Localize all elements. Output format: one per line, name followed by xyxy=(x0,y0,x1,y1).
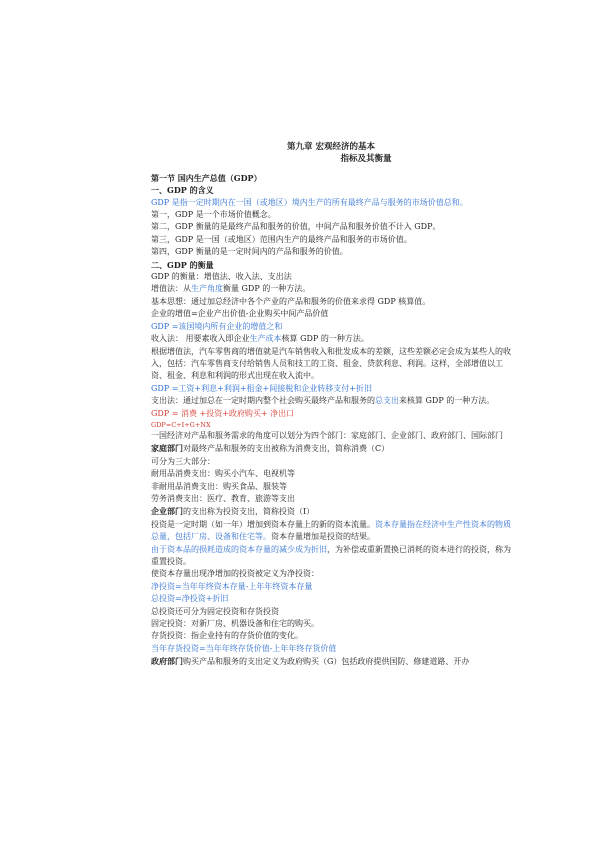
point-4: 第四，GDP 衡量的是一定时间内的产品和服务的价值。 xyxy=(151,247,348,257)
three-parts: 可分为三大部分： xyxy=(151,456,215,466)
bold-term: 政府部门 xyxy=(151,656,183,667)
text: 对最终产品和服务的支出被称为消费支出，简称消费（C） xyxy=(183,444,390,454)
gdp-symbol-formula: GDP=C+I+G+NX xyxy=(151,420,211,429)
point-1: 第一，GDP 是一个市场价值概念。 xyxy=(151,210,276,220)
highlight: 总支出 xyxy=(375,396,399,406)
bold-term: 家庭部门 xyxy=(151,443,183,454)
point-2: 第二，GDP 衡量的是最终产品和服务的价值，中间产品和服务价值不计入 GDP。 xyxy=(151,222,441,232)
chapter-subtitle: 指标及其衡量 xyxy=(340,154,392,165)
subsection-heading-2: 二、GDP 的衡量 xyxy=(151,259,214,270)
business-sector xyxy=(151,505,511,518)
section-heading: 第一节 国内生产总值（GDP） xyxy=(151,172,262,183)
text: 的支出称为投资支出，简称投资（I） xyxy=(183,507,315,517)
net-investment-def: 使资本存量出现净增加的投资被定义为净投资： xyxy=(151,569,319,579)
inventory-investment: 存货投资：指企业持有的存货价值的变化。 xyxy=(151,631,303,641)
inventory-formula: 当年存货投资=当年年终存货价值-上年年终存货价值 xyxy=(151,643,337,653)
income-method xyxy=(151,333,511,345)
highlight: 由于资本品的损耗造成的资本存量的减少成为折旧 xyxy=(151,544,327,554)
basic-idea: 基本思想：通过加总经济中各个产业的产品和服务的价值来求得 GDP 核算值。 xyxy=(151,296,431,306)
text: ，为补偿或重新置换已消耗的资本进行的投资，称为重置投资。 xyxy=(151,544,511,566)
document-body xyxy=(151,141,511,669)
text: 支出法：通过加总在一定时期内整个社会购买最终产品和服务的 xyxy=(151,396,375,406)
depreciation xyxy=(151,544,511,569)
government-sector xyxy=(151,655,511,668)
text: 增值法：从 xyxy=(151,284,191,294)
gdp-definition: GDP 是指一定时期内在一国（或地区）境内生产的所有最终产品与服务的市场价值总和。 xyxy=(151,197,468,207)
investment-definition xyxy=(151,519,511,544)
value-added-method xyxy=(151,283,511,295)
gdp-expenditure-formula: GDP = 消费 +投资+政府购买+ 净出口 xyxy=(151,408,295,418)
text: 购买产品和服务的支出定义为政府购买（G）包括政府提供国防、修建道路、开办 xyxy=(183,657,470,667)
services: 劳务消费支出：医疗、教育、旅游等支出 xyxy=(151,493,295,503)
net-investment-formula: 净投资=当年年终资本存量-上年年终资本存量 xyxy=(151,581,313,591)
highlight: 资本存量指在经济中生产性资本的物质总量，包括厂房、设备和住宅等。 xyxy=(151,519,511,542)
durable-goods: 耐用品消费支出：购买小汽车、电视机等 xyxy=(151,469,295,479)
gross-investment-formula: 总投资=净投资+折旧 xyxy=(151,594,229,604)
highlight: 生产角度 xyxy=(191,284,223,294)
subsection-heading-1: 一、GDP 的含义 xyxy=(151,185,214,196)
gdp-value-added-sum: GDP =该国境内所有企业的增值之和 xyxy=(151,321,283,331)
value-added-formula: 企业的增值=企业产出价值-企业购买中间产品价值 xyxy=(151,309,329,319)
highlight: 生产成本 xyxy=(249,334,282,344)
point-3: 第三，GDP 是一国（或地区）范围内生产的最终产品和服务的市场价值。 xyxy=(151,234,412,244)
fixed-investment: 固定投资：对新厂房、机器设备和住宅的购买。 xyxy=(151,619,319,629)
investment-split: 总投资还可分为固定投资和存货投资 xyxy=(151,606,279,616)
household-sector xyxy=(151,442,511,455)
expenditure-method xyxy=(151,395,511,407)
bold-term: 企业部门 xyxy=(151,506,183,517)
four-sectors: 一国经济对产品和服务需求的角度可以划分为四个部门：家庭部门、企业部门、政府部门、国际部门 xyxy=(151,430,503,440)
text: 核算 GDP 的一种方法。 xyxy=(281,334,369,344)
text: 资本存量增加是投资的结果。 xyxy=(271,532,375,542)
text: 投资是一定时期（如一年）增加到资本存量上的新的资本流量。 xyxy=(151,519,375,529)
chapter-title: 第九章 宏观经济的基本 xyxy=(287,142,375,152)
gdp-income-formula: GDP =工资+利息+利润+租金+间接税和企业转移支付+折旧 xyxy=(151,383,372,393)
text: 收入法： 用要素收入即企业 xyxy=(151,334,250,344)
nondurable-goods: 非耐用品消费支出：购买食品、服装等 xyxy=(151,481,287,491)
income-explanation: 根据增值法，汽车零售商的增值就是汽车销售收入和批发成本的差额，这些差额必定会成为某些人的收入，包括：汽车零售商支付给销售人员和技工的工资、租金、贷款利息、利润。这样，全部增值以工资、租金、利息和利润的形式出现在收入流中。 xyxy=(151,346,511,381)
text: 来核算 GDP 的一种方法。 xyxy=(399,396,495,406)
measure-methods: GDP 的衡量：增值法、收入法、支出法 xyxy=(151,272,292,282)
text: 衡量 GDP 的一种方法。 xyxy=(223,284,311,294)
